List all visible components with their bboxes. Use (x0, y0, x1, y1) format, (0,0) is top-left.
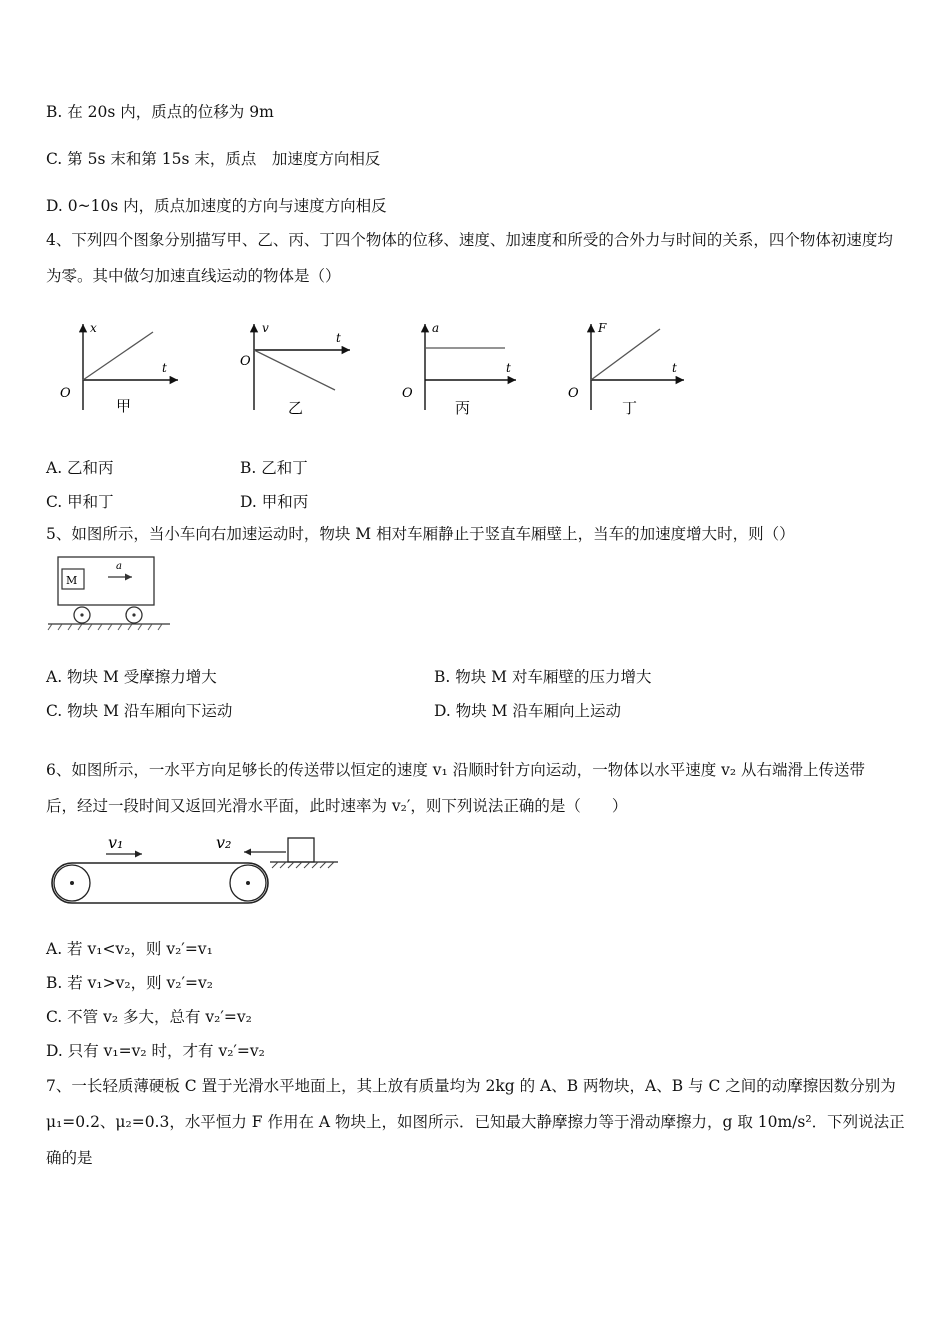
v1-label: v₁ (108, 833, 124, 852)
graph-yi-line (254, 350, 335, 390)
accel-label: a (116, 561, 122, 572)
graph-bing-xlabel: t (506, 361, 511, 375)
surface-hatch (272, 862, 334, 868)
graph-yi-xlabel: t (336, 331, 341, 345)
graph-jia (60, 321, 178, 415)
q4-option-d: D. 甲和丙 (240, 493, 309, 511)
q4-option-c: C. 甲和丁 (46, 493, 114, 511)
graph-jia-ylabel: x (90, 321, 97, 335)
conveyor-belt (52, 863, 268, 903)
ground-hatch (48, 624, 162, 630)
q4-graphs-figure (50, 312, 700, 422)
graph-ding-line (591, 329, 660, 380)
graph-yi-origin: O (240, 354, 251, 369)
q3-option-b: B. 在 20s 内，质点的位移为 9m (46, 103, 274, 121)
graph-bing (402, 321, 516, 417)
q6-stem-line2: 后，经过一段时间又返回光滑水平面，此时速率为 v₂′，则下列说法正确的是（ ） (46, 797, 628, 815)
graph-ding-origin: O (568, 386, 579, 401)
q6-conveyor-figure (48, 830, 343, 910)
q5-stem: 5、如图所示，当小车向右加速运动时，物块 M 相对车厢静止于竖直车厢壁上，当车的加速度增大时，则（） (46, 525, 795, 543)
graph-yi-ylabel: v (262, 321, 269, 335)
graph-ding (568, 321, 684, 417)
graph-bing-name: 丙 (455, 399, 471, 417)
graph-ding-ylabel: F (598, 321, 607, 335)
graph-bing-ylabel: a (432, 321, 440, 335)
graph-yi (240, 321, 350, 417)
graph-jia-xlabel: t (162, 361, 167, 375)
q5-option-c: C. 物块 M 沿车厢向下运动 (46, 702, 233, 720)
q7-stem: 7、一长轻质薄硬板 C 置于光滑水平地面上，其上放有质量均为 2kg 的 A、B 两物块，A、B 与 C 之间的动摩擦因数分别为 μ₁=0.2、μ₂=0.3，水平恒力 F 作用在 A 物块上，如图所示．已知最大静摩擦力等于滑动摩擦力，g 取 10m/s²．下列说法正确的是 (46, 1077, 905, 1167)
q5-cart-figure (44, 553, 174, 633)
graph-ding-name: 丁 (622, 399, 638, 417)
q6-stem-line1: 6、如图所示，一水平方向足够长的传送带以恒定的速度 v₁ 沿顺时针方向运动，一物体以水平速度 v₂ 从右端滑上传送带 (46, 761, 866, 779)
q5-option-b: B. 物块 M 对车厢壁的压力增大 (434, 668, 652, 686)
graph-jia-name: 甲 (116, 397, 132, 415)
q4-option-a: A. 乙和丙 (46, 459, 114, 477)
q6-option-a: A. 若 v₁<v₂，则 v₂′=v₁ (46, 940, 213, 958)
graph-yi-name: 乙 (288, 399, 304, 417)
q3-option-c: C. 第 5s 末和第 15s 末，质点 加速度方向相反 (46, 150, 381, 168)
graph-bing-origin: O (402, 386, 413, 401)
q5-option-d: D. 物块 M 沿车厢向上运动 (434, 702, 621, 720)
q5-option-a: A. 物块 M 受摩擦力增大 (46, 668, 217, 686)
q6-option-d: D. 只有 v₁=v₂ 时，才有 v₂′=v₂ (46, 1042, 265, 1060)
block-m-label: M (66, 574, 78, 587)
q4-stem: 4、下列四个图象分别描写甲、乙、丙、丁四个物体的位移、速度、加速度和所受的合外力与时间的关系，四个物体初速度均为零。其中做匀加速直线运动的物体是（） (46, 231, 893, 285)
q3-option-d: D. 0~10s 内，质点加速度的方向与速度方向相反 (46, 197, 387, 215)
q4-option-b: B. 乙和丁 (240, 459, 308, 477)
q6-option-c: C. 不管 v₂ 多大，总有 v₂′=v₂ (46, 1008, 252, 1026)
graph-jia-origin: O (60, 386, 71, 401)
sliding-block (288, 838, 314, 862)
q6-option-b: B. 若 v₁>v₂，则 v₂′=v₂ (46, 974, 213, 992)
graph-ding-xlabel: t (672, 361, 677, 375)
v2-label: v₂ (216, 833, 232, 852)
graph-jia-line (83, 332, 153, 380)
